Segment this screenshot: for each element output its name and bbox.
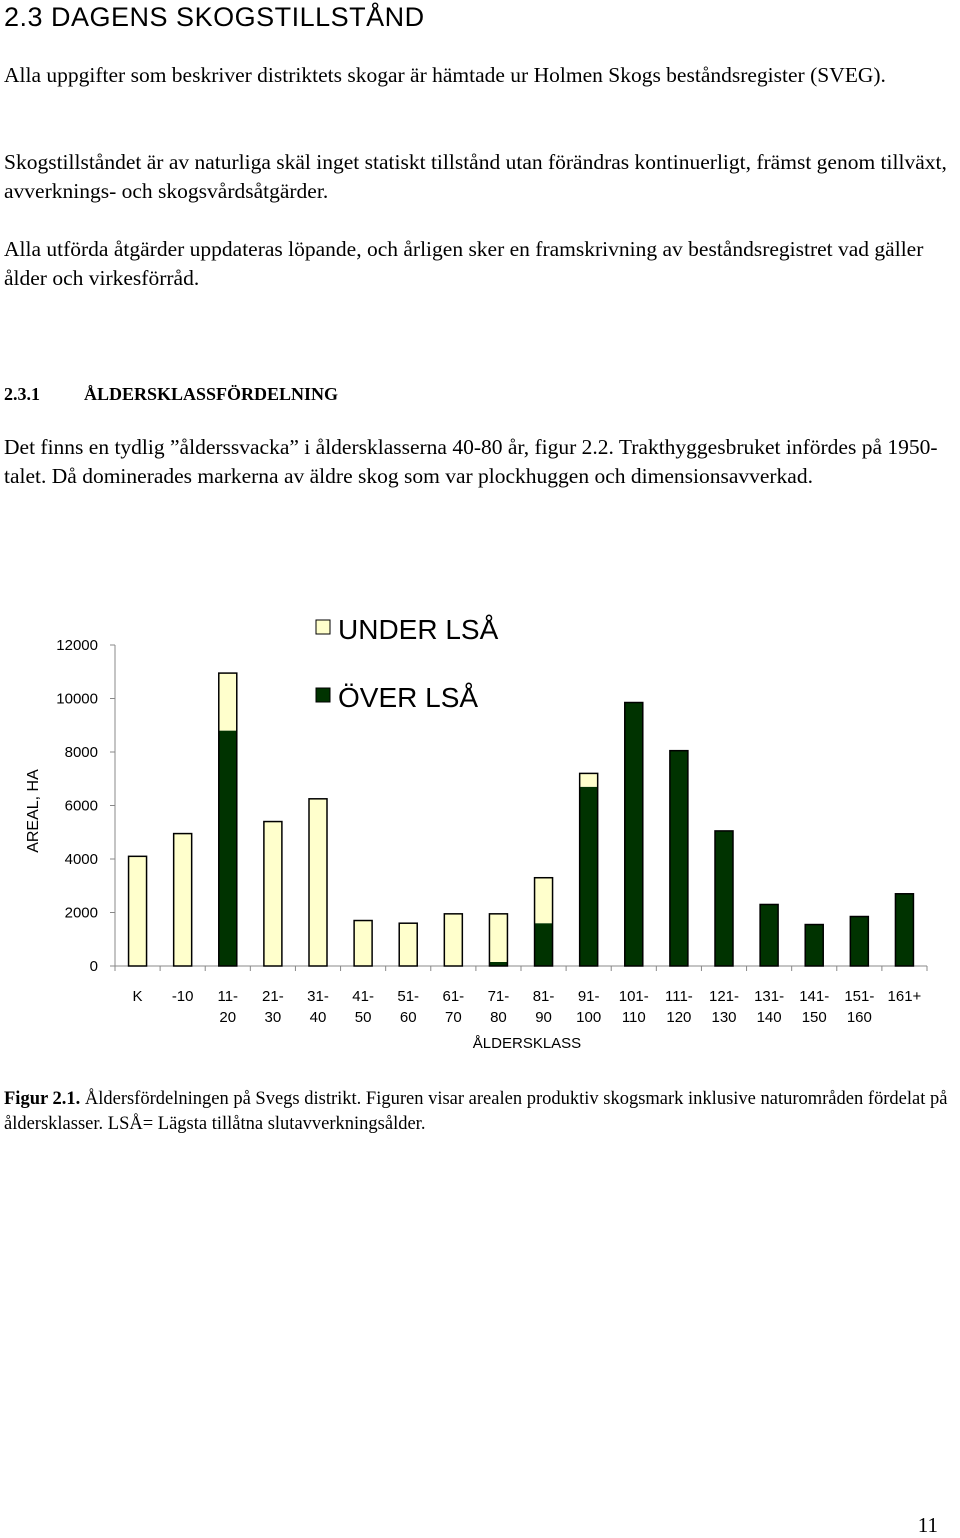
bar-under-lsa <box>219 673 237 731</box>
y-tick-label: 10000 <box>56 690 98 708</box>
bar-under-lsa <box>174 834 192 966</box>
x-tick-label: 71- <box>487 988 510 1005</box>
intro-paragraph-2: Skogstillståndet är av naturliga skäl inget statiskt tillstånd utan förändras kontinuerligt, främst genom tillväxt, avverknings- och skogsvårdsåtgärder. <box>4 150 947 203</box>
page-number: 11 <box>917 1513 938 1537</box>
subsection-heading <box>4 384 338 405</box>
x-tick-label: K <box>132 988 143 1005</box>
subsection-title: ÅLDERSKLASSFÖRDELNING <box>84 384 339 404</box>
x-tick-label: 121- <box>708 988 740 1005</box>
bar-over-lsa <box>535 923 553 966</box>
x-tick-label: 151- <box>844 988 875 1005</box>
x-tick-label: 31- <box>307 988 329 1005</box>
x-tick-label: 141- <box>799 988 830 1005</box>
x-tick-label: 161+ <box>887 988 922 1005</box>
x-tick-label: -10 <box>171 988 194 1005</box>
legend-label-under-lsa: UNDER LSÅ <box>338 614 499 645</box>
bar-under-lsa <box>535 878 553 923</box>
bar-over-lsa <box>580 787 598 966</box>
bar-under-lsa <box>399 923 417 966</box>
y-axis-title: AREAL, HA <box>25 769 42 853</box>
bar-under-lsa <box>264 822 282 966</box>
x-tick-label: 41- <box>352 988 374 1005</box>
figure-caption-label: Figur 2.1. <box>4 1089 81 1109</box>
bar-over-lsa <box>670 751 688 966</box>
x-tick-label: 91- <box>577 988 600 1005</box>
x-tick-label: 70 <box>444 1009 462 1026</box>
x-tick-label: 30 <box>264 1009 282 1026</box>
x-tick-label: 81- <box>532 988 555 1005</box>
legend-swatch-under-lsa <box>316 620 330 634</box>
x-tick-label: 21- <box>262 988 284 1005</box>
bar-over-lsa <box>850 917 868 966</box>
y-tick-label: 4000 <box>64 851 98 868</box>
bar-over-lsa <box>219 731 237 966</box>
x-tick-label: 120 <box>666 1009 692 1026</box>
x-tick-label: 51- <box>397 988 420 1005</box>
subsection-number: 2.3.1 <box>4 384 40 404</box>
y-tick-label: 2000 <box>64 904 98 922</box>
intro-paragraph-3: Alla utförda åtgärder uppdateras löpande, och årligen sker en framskrivning av beståndsregistret vad gäller ålder och virkesförråd. <box>4 237 924 290</box>
y-tick-label: 8000 <box>64 744 98 761</box>
intro-paragraph-1: Alla uppgifter som beskriver distriktets skogar är hämtade ur Holmen Skogs beståndsregister (SVEG). <box>4 63 886 87</box>
x-tick-label: 80 <box>490 1009 507 1026</box>
bar-over-lsa <box>805 925 823 966</box>
x-axis-title: ÅLDERSKLASS <box>472 1035 582 1052</box>
bar-over-lsa <box>760 904 778 966</box>
x-tick-label: 11- <box>217 988 239 1005</box>
subsection-paragraph: Det finns en tydlig ”ålderssvacka” i åldersklasserna 40-80 år, figur 2.2. Trakthyggesbruket infördes på 1950-talet. Då dominerades markerna av äldre skog som var plockhuggen och dimensionsavverkad. <box>4 435 938 488</box>
x-tick-label: 150 <box>801 1009 827 1026</box>
bar-over-lsa <box>715 831 733 966</box>
bar-under-lsa <box>580 773 598 786</box>
bar-under-lsa <box>354 921 372 966</box>
bar-under-lsa <box>129 856 147 966</box>
bar-under-lsa <box>309 799 327 966</box>
section-heading: 2.3 DAGENS SKOGSTILLSTÅND <box>4 2 425 32</box>
y-tick-label: 6000 <box>64 797 98 815</box>
bar-over-lsa <box>625 703 643 966</box>
bar-under-lsa <box>489 914 507 962</box>
x-tick-label: 131- <box>754 988 785 1005</box>
x-tick-label: 111- <box>664 988 693 1005</box>
y-tick-label: 12000 <box>56 637 98 654</box>
x-tick-label: 20 <box>219 1009 237 1026</box>
x-tick-label: 61- <box>442 988 465 1005</box>
bar-under-lsa <box>444 914 462 966</box>
x-tick-label: 130 <box>711 1009 737 1026</box>
x-tick-label: 50 <box>354 1009 372 1026</box>
x-tick-label: 90 <box>535 1009 552 1026</box>
x-tick-label: 60 <box>399 1009 417 1026</box>
x-tick-label: 40 <box>309 1009 327 1026</box>
bar-over-lsa <box>895 894 913 966</box>
x-tick-label: 101- <box>618 988 649 1005</box>
figure-caption-text: Åldersfördelningen på Svegs distrikt. Figuren visar arealen produktiv skogsmark inklusive naturområden fördelat på åldersklasser. LSÅ= Lägsta tillåtna slutavverkningsålder. <box>4 1089 948 1134</box>
x-tick-label: 140 <box>756 1009 782 1026</box>
x-tick-label: 160 <box>846 1009 872 1026</box>
x-tick-label: 100 <box>576 1009 602 1026</box>
age-class-chart <box>0 600 960 1070</box>
figure-caption <box>4 1087 954 1137</box>
x-tick-label: 110 <box>621 1009 646 1026</box>
legend-swatch-over-lsa <box>316 688 330 702</box>
y-tick-label: 0 <box>89 958 98 975</box>
legend-label-over-lsa: ÖVER LSÅ <box>338 682 479 713</box>
